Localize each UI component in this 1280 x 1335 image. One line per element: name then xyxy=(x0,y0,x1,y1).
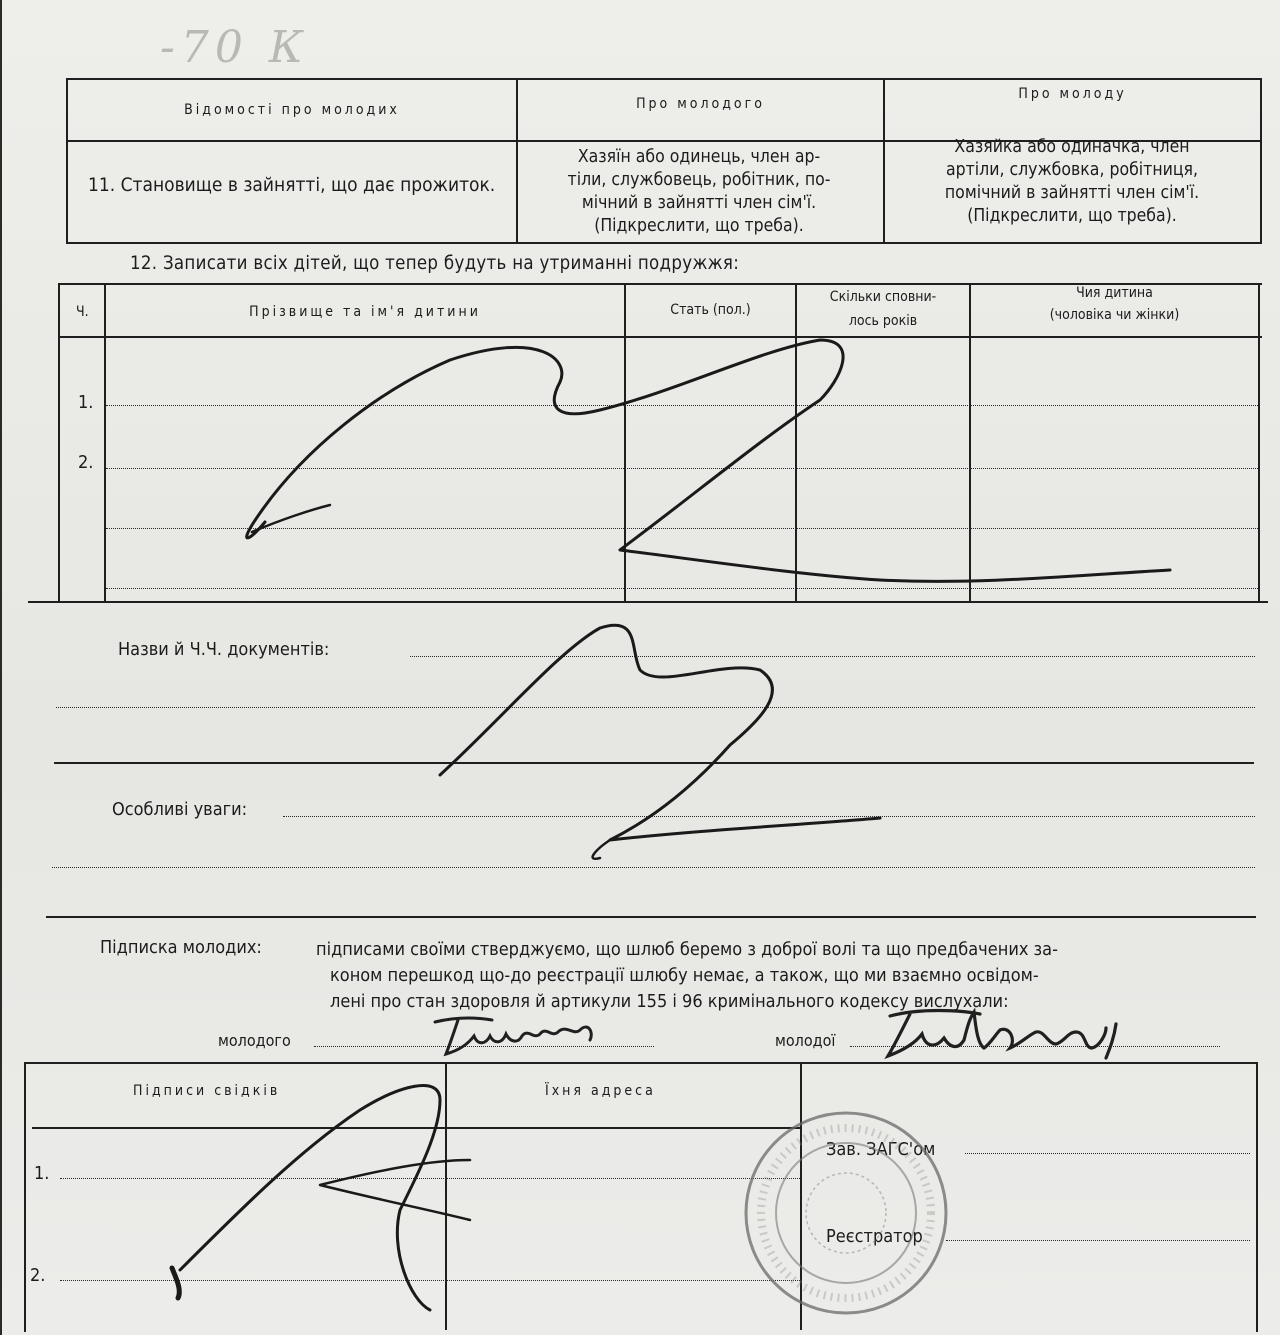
col-child-name-header: Прізвище та ім'я дитини xyxy=(249,304,481,320)
registrar-label: Реєстратор xyxy=(826,1226,923,1247)
zags-head-label: Зав. ЗАГС'ом xyxy=(826,1139,936,1160)
witness-address-header: Їхня адреса xyxy=(545,1083,656,1099)
groom-option-line-3: мічний в зайнятті член сім'ї. xyxy=(581,193,817,213)
row11-bride-options xyxy=(892,136,1252,228)
groom-option-line-1: Хазяїн або одинець, член ар- xyxy=(577,147,821,167)
child-row-number-1: 1. xyxy=(78,392,94,413)
special-notes-label: Особливі уваги: xyxy=(112,799,248,820)
witness-row-number-1: 1. xyxy=(34,1163,50,1184)
groom-option-line-4: (Підкреслити, що треба). xyxy=(594,216,804,236)
col-age-header-line2: лось років xyxy=(848,313,918,329)
pledge-line-3: лені про стан здоровля й артикули 155 і 96 кримінального кодексу вислухали: xyxy=(330,991,1009,1012)
row11-groom-options xyxy=(524,146,874,238)
witness-row-number-2: 2. xyxy=(30,1265,46,1286)
pledge-line-2: коном перешкод що-до реєстрації шлюбу немає, а також, що ми взаємно освідом- xyxy=(330,965,1039,986)
documents-label: Назви й Ч.Ч. документів: xyxy=(118,639,330,660)
header-info-about-couple: Відомості про молодих xyxy=(184,102,400,118)
pledge-label: Підписка молодих: xyxy=(100,937,262,958)
groom-signature-label: молодого xyxy=(218,1031,291,1050)
col-sex-header: Стать (пол.) xyxy=(670,302,751,318)
col-number-header: Ч. xyxy=(76,304,89,320)
official-stamp xyxy=(736,1098,956,1328)
child-row-number-2: 2. xyxy=(78,452,94,473)
col-whose-child-header-line2: (чоловіка чи жінки) xyxy=(1049,307,1180,323)
header-about-groom: Про молодого xyxy=(636,96,765,112)
bride-signature-label: молодої xyxy=(775,1031,836,1050)
bride-option-line-2: артіли, службовка, робітниця, xyxy=(945,160,1199,180)
witness-signatures-header: Підписи свідків xyxy=(133,1083,281,1099)
bride-option-line-3: помічний в зайнятті член сім'ї. xyxy=(944,183,1200,203)
pledge-line-1: підписами своїми стверджуємо, що шлюб беремо з доброї волі та що предбачених за- xyxy=(316,939,1058,960)
groom-option-line-2: тіли, службовець, робітник, по- xyxy=(567,170,831,190)
bride-option-line-1: Хазяйка або одиначка, член xyxy=(954,137,1190,157)
row11-label: 11. Становище в зайнятті, що дає прожиток. xyxy=(88,174,496,196)
top-handwritten-note: -70 К xyxy=(160,22,309,73)
col-age-header-line1: Скільки сповни- xyxy=(829,289,937,305)
header-about-bride: Про молоду xyxy=(1018,86,1127,102)
col-whose-child-header-line1: Чия дитина xyxy=(1076,285,1153,301)
bride-signature xyxy=(860,1004,1130,1064)
bride-option-line-4: (Підкреслити, що треба). xyxy=(967,206,1177,226)
groom-signature xyxy=(430,1010,600,1060)
children-section-title: 12. Записати всіх дітей, що тепер будуть на утриманні подружжя: xyxy=(130,253,740,274)
